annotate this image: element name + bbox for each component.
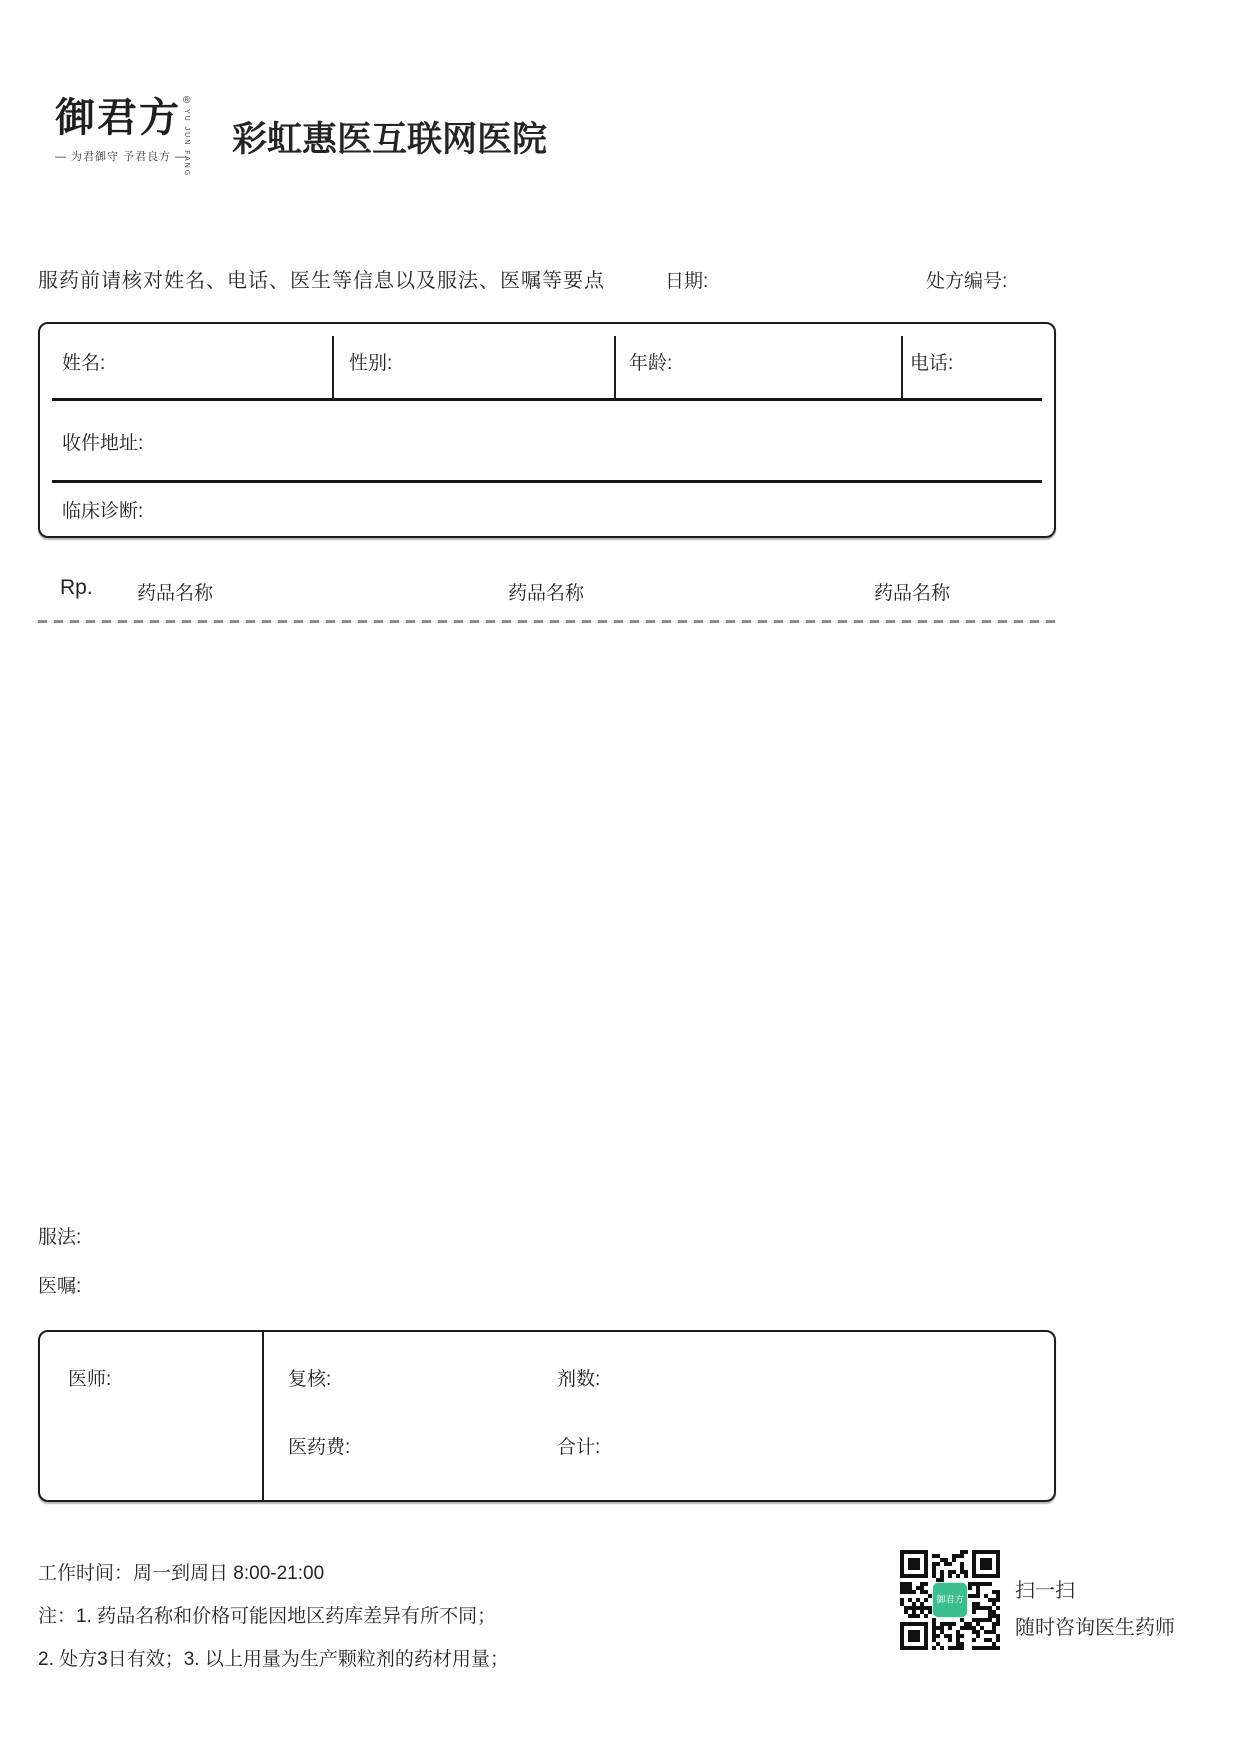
divider bbox=[52, 480, 1042, 483]
date-label: 日期: bbox=[665, 271, 709, 292]
patient-name-label: 姓名: bbox=[62, 353, 106, 374]
drug-name-header: 药品名称 bbox=[874, 583, 951, 604]
divider bbox=[52, 398, 1042, 401]
svg-text:御君方: 御君方 bbox=[936, 1594, 964, 1605]
patient-gender-label: 性别: bbox=[349, 353, 393, 374]
doses-label: 剂数: bbox=[557, 1369, 601, 1390]
doctor-label: 医师: bbox=[68, 1369, 112, 1390]
rp-label: Rp. bbox=[60, 576, 93, 599]
patient-phone-label: 电话: bbox=[910, 353, 954, 374]
qr-code bbox=[900, 1550, 1000, 1650]
patient-info-box bbox=[38, 322, 1056, 538]
brand-logo-pinyin: YU JUN FANG bbox=[183, 109, 191, 178]
divider bbox=[262, 1332, 264, 1500]
brand-tagline: — 为君御守 予君良方 — bbox=[55, 151, 188, 163]
registered-trademark-icon: ® bbox=[183, 95, 191, 106]
note-line-2: 2. 处方3日有效；3. 以上用量为生产颗粒剂的药材用量； bbox=[38, 1649, 509, 1670]
prescription-number-label: 处方编号: bbox=[926, 271, 1008, 292]
brand-logo-text: 御君方 bbox=[55, 95, 181, 140]
shipping-address-label: 收件地址: bbox=[62, 433, 144, 454]
medicine-fee-label: 医药费: bbox=[288, 1437, 351, 1458]
qr-code-image bbox=[900, 1550, 1000, 1650]
clinical-diagnosis-label: 临床诊断: bbox=[62, 501, 144, 522]
usage-label: 服法: bbox=[38, 1227, 82, 1248]
brand-logo bbox=[55, 96, 190, 177]
total-label: 合计: bbox=[557, 1437, 601, 1458]
medication-check-reminder: 服药前请核对姓名、电话、医生等信息以及服法、医嘱等要点 bbox=[38, 270, 605, 292]
note-line-1: 注：1. 药品名称和价格可能因地区药库差异有所不同； bbox=[38, 1606, 497, 1627]
reviewer-label: 复核: bbox=[288, 1369, 332, 1390]
drug-name-header: 药品名称 bbox=[137, 583, 214, 604]
divider bbox=[332, 336, 334, 400]
patient-age-label: 年龄: bbox=[629, 353, 673, 374]
signoff-box bbox=[38, 1330, 1056, 1502]
hospital-title: 彩虹惠医互联网医院 bbox=[232, 120, 548, 159]
divider bbox=[614, 336, 616, 400]
divider-dashed bbox=[38, 620, 1056, 623]
scan-title: 扫一扫 bbox=[1015, 1580, 1075, 1602]
divider bbox=[901, 336, 903, 400]
work-hours: 工作时间：周一到周日 8:00-21:00 bbox=[38, 1563, 325, 1584]
scan-subtitle: 随时咨询医生药师 bbox=[1015, 1617, 1175, 1639]
doctor-advice-label: 医嘱: bbox=[38, 1276, 82, 1297]
drug-name-header: 药品名称 bbox=[508, 583, 585, 604]
